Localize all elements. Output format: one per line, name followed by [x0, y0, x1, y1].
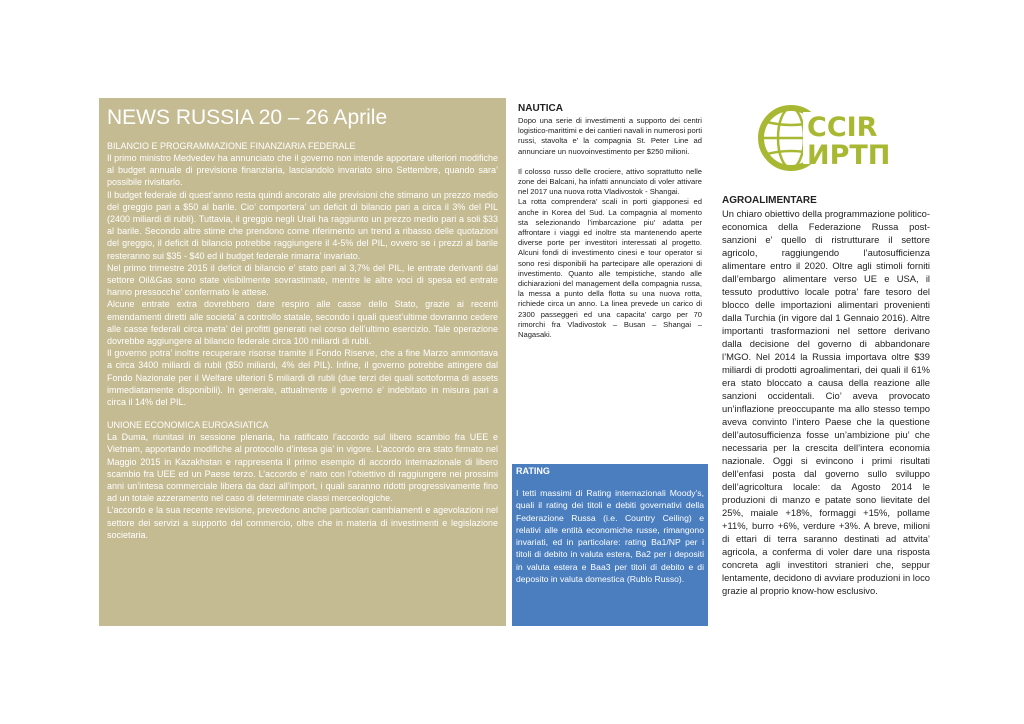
nautica-paragraph-3: La rotta comprendera’ scali in porti giapponesi ed anche in Korea del Sud. La compagnia al momento sta selezionando l’imbarcazione piu’ adatta per affrontare i viaggi ed inoltre sta mantenendo aperte diverse porte per investitori interessati al progetto. Alcuni fondi di investimento cinesi e tour operator si sono resi disponibili ha partecipare alle operazioni di investimento. Quanto alle tempistiche, stando alle dichiarazioni del management della compagnia russa, la messa a punto della flotta su una nuova rotta, richiede circa un anno. La linea prevede un carico di 2300 passeggeri ed una capacita’ cargo per 70 rimorchi fra Vladivostok – Busan – Shangai – Nagasaki. — [518, 197, 702, 340]
bilancio-paragraph-5: Il governo potra’ inoltre recuperare risorse tramite il Fondo Riserve, che a fine Marzo ammontava a circa 3400 miliardi di rubli ($50 miliardi, 4% del PIL). Infine, il governo potrebbe attingere dal Fondo Nazionale per il Welfare ulteriori 5 miliardi di rubli (due terzi dei quali sottoforma di assets immediatamente disponibili). In generale, attualmente il governo e’ indebitato in misura pari a circa il 14% del PIL. — [107, 348, 498, 408]
paragraph-spacer — [518, 157, 702, 167]
agro-paragraph: Un chiaro obiettivo della programmazione politico-economica della Federazione Russa post-sanzioni e’ quello di ristrutturare il settore agricolo, raggiungendo l’autosufficienza alimentare entro il 2020. Oltre agli stimoli forniti dall’embargo alimentare verso UE e USA, il tessuto produttivo locale potra’ fare tesoro del blocco delle importazioni alimentari provenienti dalla Turchia (in vigore dal 1 Gennaio 2016). Altre importanti trasformazioni nel settore derivano dalla decisione del governo di abbandonare l’MGO. Nel 2014 la Russia importava oltre $39 miliardi di prodotti agroalimentari, dei quali il 61% era stato bloccato a causa della reazione alle sanzioni occidentali. Cio’ aveva provocato un’inflazione preoccupante ma allo stesso tempo aveva convinto l’intero Paese che la questione dell’autosufficienza fosse un’ambizione piu’ che necessaria per la crescita dell’intera economia nazionale. Oggi si evincono i primi risultati dell’enfasi posta dal governo sullo sviluppo dell’agricoltura locale: da Agosto 2014 le produzioni di manzo e patate sono lievitate del 25%, maiale +18%, formaggi +15%, pollame +11%, burro +6%, verdure +3%. A breve, milioni di ettari di terra saranno destinati ad attvita’ agricola, a conferma di voler dare una risposta concreta agli investitori stranieri che, seppur lentamente, decidono di avviare produzioni in loco grazie al proprio know-how esclusivo. — [722, 208, 930, 596]
page-title: NEWS RUSSIA 20 – 26 Aprile — [107, 106, 388, 129]
rating-box — [512, 464, 708, 626]
logo-text-latin: CCIR — [807, 112, 878, 143]
section-heading-uee: UNIONE ECONOMICA EUROASIATICA — [107, 420, 269, 431]
bilancio-paragraph-4: Alcune entrate extra dovrebbero dare respiro alle casse dello Stato, grazie ai recenti emendamenti diretti alle societa’ a controllo statale, secondo i quali quest’ultime dovranno cedere alle casse federali circa meta’ dei profitti generati nel corso dell’ultimo esercizio. Tale operazione dovrebbe aggiungere al bilancio federale circa 100 miliardi di rubli. — [107, 299, 498, 347]
rating-paragraph: I tetti massimi di Rating internazionali Moody’s, quali il rating dei titoli e debiti governativi della Federazione Russa (i.e. Country Ceiling) e relativi alle entità economiche russe, rimangono invariati, ed in particolare: rating Ba1/NP per i titoli di debito in valuta estera, Ba2 per i depositi in valuta estera e Baa3 per titoli di debito e di deposito in valuta domestica (Rublo Russo). — [516, 488, 704, 585]
nautica-column — [518, 103, 702, 340]
agro-column — [722, 195, 930, 597]
ccir-logo — [757, 104, 909, 172]
section-heading-bilancio: BILANCIO E PROGRAMMAZIONE FINANZIARIA FEDERALE — [107, 141, 356, 151]
main-news-panel — [99, 98, 506, 626]
bilancio-paragraph-2: Il budget federale di quest’anno resta quindi ancorato alle previsioni che stimano un prezzo medio del greggio pari a $50 al barile. Cio’ comportera’ un deficit di bilancio pari a circa il 3% del PIL (2400 miliardi di rubli). Tuttavia, il greggio negli Urali ha raggiunto un prezzo medio pari a soli $33 al barile. Secondo altre stime che prendono come riferimento un trend a ribasso delle quotazioni del greggio, il deficit di bilancio potrebbe raggiungere il 4-5% del PIL, ovvero se i prezzi al barile resteranno sui $35 - $40 ed il budget federale rimarra’ invariato. — [107, 189, 498, 261]
nautica-paragraph-1: Dopo una serie di investimenti a supporto dei centri logistico-marittimi e dei cantieri navali in numerosi porti russi, stavolta e’ la compagnia St. Peter Line ad annunciare un nuovoinvestimento per $250 milioni. — [518, 116, 703, 156]
ccir-logo-icon — [757, 104, 909, 172]
section-spacer — [107, 408, 498, 419]
uee-paragraph-2: L’accordo e la sua recente revisione, prevedono anche particolari cambiamenti e agevolazioni nel settore dei servizi a supporto del commercio, oltre che in materia di investimenti e legislazione societaria. — [107, 505, 498, 540]
rating-heading: RATING — [516, 466, 550, 476]
nautica-paragraph-2: Il colosso russo delle crociere, attivo soprattutto nelle zone dei Balcani, ha infatti annunciato di voler attivare nel 2017 una nuova rotta Vladivostok - Shangai. — [518, 166, 702, 197]
bilancio-paragraph-1: Il primo ministro Medvedev ha annunciato che il governo non intende apportare ulteriori modifiche al budget annuale di previsione finanziaria, lasciandolo invariato sino Settembre, quando sara’ possibile rivisitarlo. — [107, 153, 498, 188]
agro-heading: AGROALIMENTARE — [722, 195, 817, 206]
nautica-heading: NAUTICA — [518, 103, 563, 114]
uee-paragraph-1: La Duma, riunitasi in sessione plenaria, ha ratificato l’accordo sul libero scambio fra UEE e Vietnam, apportando modifiche al protocollo d’intesa gia’ in vigore. L’accordo era stato firmato nel Maggio 2015 in Kazakhstan e rappresenta il primo esempio di accordo internazionale di libero scambio fra UEE ed un Paese terzo. L’accordo e’ nato con l’obiettivo di raggiungere nei prossimi anni un’intesa commerciale libera da dazi all’import, i quali saranno ridotti progressivamente fino ad un totale azzeramento nel caso di determinate classi merceologiche. — [107, 432, 498, 504]
bilancio-paragraph-3: Nel primo trimestre 2015 il deficit di bilancio e’ stato pari al 3,7% del PIL, le entrate derivanti dal settore Oil&Gas sono state visibilmente sovrastimate, mentre le altre voci di spesa ed entrate hanno pressocche’ confermato le attese. — [107, 262, 498, 298]
logo-text-cyrillic: ИРТП — [807, 140, 891, 171]
